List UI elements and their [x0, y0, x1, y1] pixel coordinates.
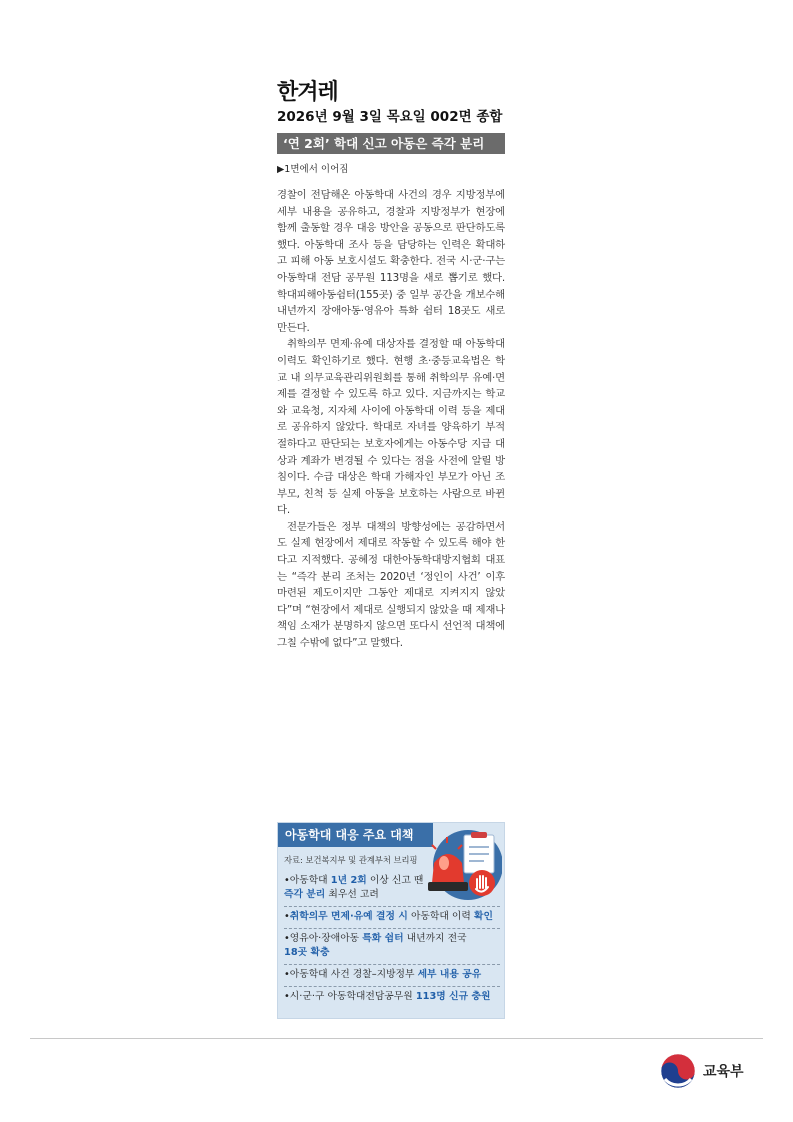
- list-item: •시·군·구 아동학대전담공무원 113명 신규 충원: [284, 991, 491, 1002]
- article-body: [277, 187, 505, 652]
- list-item: •아동학대 사건 경찰–지방정부 세부 내용 공유: [284, 965, 500, 987]
- list-item: •아동학대 1년 2회 이상 신고 땐 즉각 분리 최우선 고려: [284, 871, 500, 907]
- ministry-logo: [659, 1052, 769, 1090]
- infobox-title: 아동학대 대응 주요 대책: [278, 823, 433, 847]
- paragraph: 전문가들은 정부 대책의 방향성에는 공감하면서도 실제 현장에서 제대로 작동할 수 있도록 해야 한다고 지적했다. 공혜정 대한아동학대방지협회 대표는 “즉각 분리 조처는 2020년 ‘정인이 사건’ 이후 마련된 제도이지만 그동안 제대로 지켜지지 않았다”며 “현장에서 제대로 실행되지 않았을 때 제재나 책임 소재가 분명하지 않으면 또다시 선언적 대책에 그칠 수밖에 없다”고 말했다.: [277, 520, 505, 650]
- newspaper-logo: 한겨레: [277, 80, 338, 105]
- list-item: •취학의무 면제·유예 결정 시 아동학대 이력 확인: [284, 907, 500, 929]
- taegeuk-emblem-icon: [659, 1052, 697, 1090]
- continued-note: ▶1면에서 이어짐: [277, 164, 349, 175]
- paragraph: 경찰이 전담해온 아동학대 사건의 경우 지방정부에 세부 내용을 공유하고, 경찰과 지방정부가 현장에 함께 출동할 경우 대응 방안을 공동으로 판단하도록 했다. 아동학대 조사 등을 담당하는 인력은 확대하고 피해 아동 보호시설도 확충한다. 전국 시·군·구는 아동학대 전담 공무원 113명을 새로 뽑기로 했다. 학대피해아동쉼터(155곳) 중 일부 공간을 개보수해 내년까지 장애아동·영유아 특화 쉼터 18곳도 새로 만든다.: [277, 189, 505, 334]
- footer-divider: [30, 1038, 763, 1039]
- infobox: [277, 822, 505, 1019]
- paragraph: 취학의무 면제·유예 대상자를 결정할 때 아동학대 이력도 확인하기로 했다. 현행 초·중등교육법은 학교 내 의무교육관리위원회를 통해 취학의무 유예·면제를 결정할 수 있도록 하고 있다. 지금까지는 학교와 교육청, 지자체 사이에 아동학대 이력 등을 제대로 공유하지 않았다. 학대로 자녀를 양육하기 부적절하다고 판단되는 보호자에게는 아동수당 지급 대상과 계좌가 변경될 수 있다는 점을 사전에 알릴 방침이다. 수급 대상은 학대 가해자인 부모가 아닌 조부모, 친척 등 실제 아동을 보호하는 사람으로 바뀐다.: [277, 338, 505, 517]
- dateline: 2026년 9월 3일 목요일 002면 종합: [277, 109, 503, 125]
- ministry-name: 교육부: [703, 1064, 744, 1080]
- list-item: •영유아·장애아동 특화 쉼터 내년까지 전국 18곳 확충: [284, 929, 500, 965]
- headline: ‘연 2회’ 학대 신고 아동은 즉각 분리: [277, 133, 505, 154]
- infobox-list: [284, 871, 500, 1008]
- article: [277, 80, 505, 652]
- infobox-source: 자료: 보건복지부 및 관계부처 브리핑: [284, 855, 418, 865]
